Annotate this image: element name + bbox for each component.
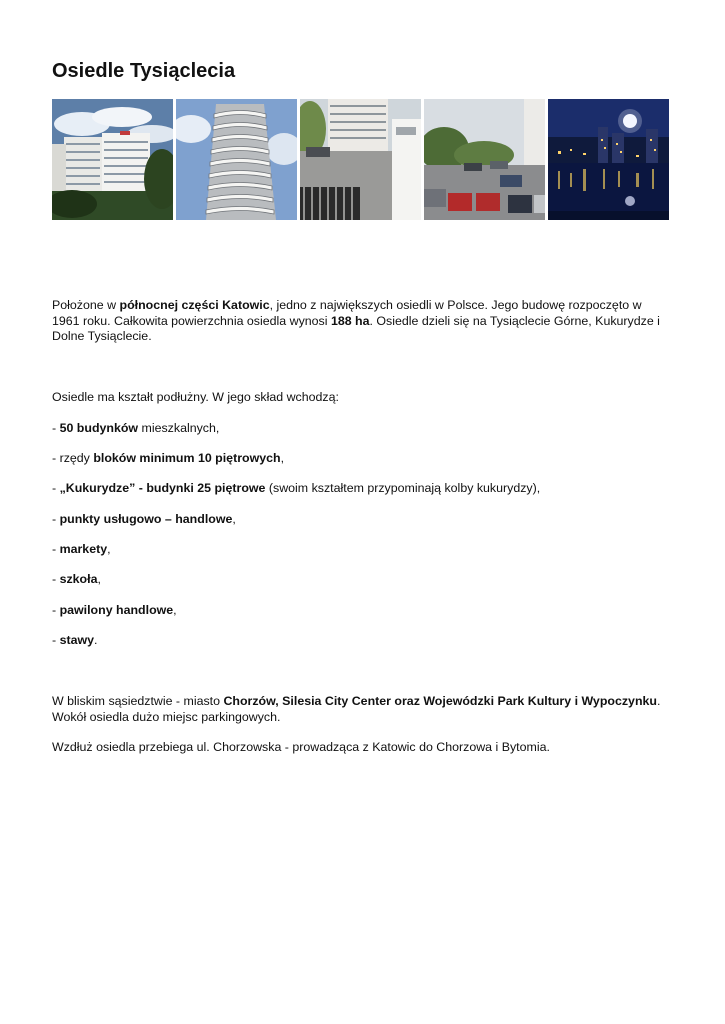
list-item: - „Kukurydze” - budynki 25 piętrowe (swoim kształtem przypominają kolby kukurydzy), (52, 481, 541, 495)
page-title: Osiedle Tysiąclecia (52, 60, 236, 82)
area-highlight: 188 ha (330, 313, 370, 328)
location-highlight: północnej części Katowic (119, 298, 270, 312)
road-paragraph: Wzdłuż osiedla przebiega ul. Chorzowska - prowadząca z Katowic do Chorzowa i Bytomia. (52, 740, 550, 754)
parking-lot-photo (424, 99, 545, 220)
neighbourhood-highlight: Chorzów, Silesia City Center oraz Wojewódzki Park Kultury i Wypoczynku (223, 694, 657, 708)
list-item: - szkoła, (52, 572, 101, 586)
photo-gallery (52, 99, 672, 220)
list-item: - 50 budynków mieszkalnych, (52, 421, 220, 435)
list-item: - pawilony handlowe, (52, 603, 177, 617)
list-item: - punkty usługowo – handlowe, (52, 512, 236, 526)
list-item: - stawy. (52, 633, 98, 647)
list-item: - markety, (52, 542, 111, 556)
shape-paragraph: Osiedle ma kształt podłużny. W jego skład wchodzą: (52, 390, 339, 404)
estate-street-photo (300, 99, 421, 220)
night-lake-photo (548, 99, 669, 220)
neighbourhood-paragraph: W bliskim sąsiedztwie - miasto Chorzów, Silesia City Center oraz Wojewódzki Park Kultury i Wypoczynku. Wokół osiedla dużo miejsc parkingowych. (52, 694, 661, 724)
kukurydza-tower-photo (176, 99, 297, 220)
intro-paragraph: Położone w północnej części Katowic, jedno z największych osiedli w Polsce. Jego budowę rozpoczęto w 1961 roku. Całkowita powierzchnia osiedla wynosi 188 ha. Osiedle dzieli się na Tysiąclecie Górne, Kukurydze i Dolne Tysiąclecie. (52, 298, 660, 343)
residential-block-photo (52, 99, 173, 220)
list-item: - rzędy bloków minimum 10 piętrowych, (52, 451, 285, 465)
